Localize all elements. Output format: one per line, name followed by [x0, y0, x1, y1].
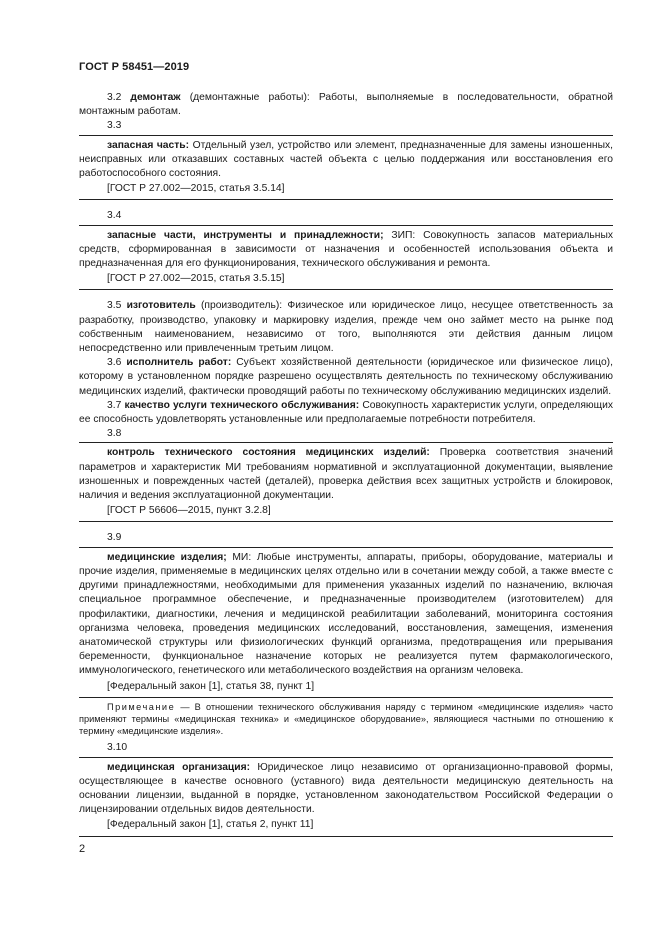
- note-label: Примечание: [107, 701, 176, 712]
- term-box-3-8: [79, 442, 613, 522]
- term-box-3-4: [79, 225, 613, 291]
- term-title: демонтаж: [130, 92, 181, 103]
- page-number: 2: [79, 843, 86, 855]
- term-title: медицинские изделия;: [107, 551, 227, 563]
- term-source: [Федеральный закон [1], статья 38, пункт 1]: [107, 680, 315, 692]
- term-definition: запасная часть: Отдельный узел, устройство или элемент, предназначенные для замены изношенных, неисправных или отказавших составных частей объекта с целью поддержания или восстановления его работоспособного состояния.: [79, 139, 613, 180]
- term-number: 3.10: [107, 742, 128, 754]
- document-body: [79, 91, 613, 846]
- term-title: качество услуги технического обслуживания:: [124, 399, 360, 411]
- term-title: запасные части, инструменты и принадлежности;: [107, 229, 384, 241]
- document-header: ГОСТ Р 58451—2019: [79, 61, 190, 73]
- term-entry-3-5: 3.5 изготовитель (производитель): Физическое или юридическое лицо, несущее ответственность за разработку, производство, упаковку и маркировку изделия, прежде чем оно займет место на рынке под собственным наименованием, независимо от того, выполняются эти действия данным лицом непосредственно или привлеченным третьим лицом.: [79, 300, 613, 355]
- term-definition: медицинская организация: Юридическое лицо независимо от организационно-правовой формы, осуществляющее в качестве основного (уставного) вида деятельности медицинскую деятельность на основании лицензии, выданной в порядке, установленном законодательством Российской Федерации о лицензировании отдельных видов деятельности.: [79, 761, 613, 816]
- term-definition: медицинские изделия; МИ: Любые инструменты, аппараты, приборы, оборудование, материалы и прочие изделия, применяемые в медицинских целях отдельно или в сочетании между собой, а также вместе с другими принадлежностями, необходимыми для применения указанных изделий по назначению, включая специальное программное обеспечение, и предназначенные производителем (изготовителем) для профилактики, диагностики, лечения и медицинской реабилитации заболеваний, мониторинга состояния организма человека, проведения медицинских исследований, восстановления, замещения, изменения анатомической структуры или физиологических функций организма, предотвращения или прерывания беременности, функциональное назначение которых не реализуется путем фармакологического, иммунологического, генетического или метаболического воздействия на организм человека.: [79, 551, 614, 677]
- term-title: изготовитель: [126, 300, 196, 312]
- term-entry-3-6: 3.6 исполнитель работ: Субъект хозяйственной деятельности (юридическое или физическое лицо), которому в установленном порядке разрешено осуществлять деятельность по техническому обслуживанию медицинских изделий, фактически проводящий работы по техническому обслуживанию медицинских изделий.: [79, 357, 613, 397]
- term-source: [ГОСТ Р 56606—2015, пункт 3.2.8]: [107, 505, 271, 517]
- term-source: [Федеральный закон [1], статья 2, пункт 11]: [107, 819, 314, 831]
- term-entry-3-2: 3.2 демонтаж (демонтажные работы): Работы, выполняемые в последовательности, обратной монтажным работам.: [79, 92, 613, 118]
- term-number: 3.9: [107, 532, 122, 544]
- term-number: 3.3: [107, 120, 122, 132]
- term-title: исполнитель работ:: [126, 357, 232, 369]
- term-entry-3-7: 3.7 качество услуги технического обслуживания: Совокупность характеристик услуги, определяющих ее способность удовлетворять установленные или предполагаемые потребности потребителя.: [79, 399, 613, 426]
- term-definition: контроль технического состояния медицинских изделий: Проверка соответствия значений параметров и характеристик МИ требованиям нормативной и эксплуатационной документации, выявление изношенных и поврежденных частей (деталей), проверка действия всех защитных устройств и блокировок, наличия и ведения эксплуатационной документации.: [79, 447, 613, 502]
- term-note: Примечание — В отношении технического обслуживания наряду с термином «медицинские изделия» часто применяют термины «медицинская техника» и «медицинское оборудование», являющиеся частными по отношению к термину «медицинские изделия».: [79, 701, 613, 737]
- term-number: 3.4: [107, 210, 122, 222]
- term-definition: запасные части, инструменты и принадлежности; ЗИП: Совокупность запасов материальных средств, сформированная в зависимости от назначения и особенностей использования объекта и предназначенная для его функционирования, технического обслуживания и ремонта.: [79, 229, 613, 270]
- term-title: контроль технического состояния медицинских изделий:: [107, 447, 430, 459]
- term-source: [ГОСТ Р 27.002—2015, статья 3.5.14]: [107, 183, 285, 195]
- term-number: 3.8: [107, 428, 122, 440]
- term-source: [ГОСТ Р 27.002—2015, статья 3.5.15]: [107, 273, 285, 285]
- term-box-3-3: [79, 135, 613, 201]
- term-box-3-9: [79, 547, 613, 698]
- term-title: медицинская организация:: [107, 761, 251, 773]
- term-title: запасная часть:: [107, 139, 190, 151]
- term-box-3-10: [79, 757, 613, 837]
